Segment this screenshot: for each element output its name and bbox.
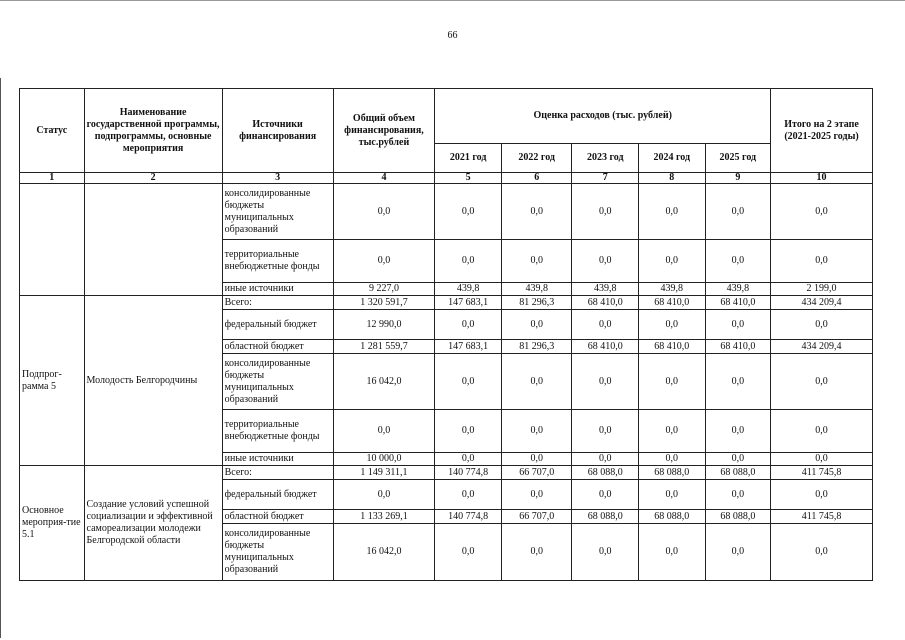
funding-source-cell: консолидированные бюджеты муниципальных образований [222,524,333,581]
year-value-cell: 0,0 [501,410,572,453]
program-name-cell [84,184,222,296]
year-value-cell: 0,0 [501,240,572,283]
year-value-cell: 0,0 [501,480,572,510]
stage-total-cell: 0,0 [771,524,873,581]
year-value-cell: 439,8 [501,283,572,296]
year-value-cell: 0,0 [435,240,502,283]
year-value-cell: 0,0 [705,453,771,466]
year-value-cell: 0,0 [572,240,639,283]
column-number: 2 [84,173,222,184]
stage-total-cell: 0,0 [771,480,873,510]
year-value-cell: 0,0 [639,453,706,466]
stage-total-cell: 434 209,4 [771,296,873,310]
table-row [20,466,873,480]
year-value-cell: 68 410,0 [639,340,706,354]
year-value-cell: 439,8 [435,283,502,296]
year-value-cell: 0,0 [572,480,639,510]
year-value-cell: 66 707,0 [501,510,572,524]
year-value-cell: 0,0 [572,453,639,466]
year-value-cell: 140 774,8 [435,466,502,480]
total-volume-cell: 16 042,0 [333,524,435,581]
header-program-name: Наименование государственной программы, подпрограммы, основные мероприятия [84,89,222,173]
total-volume-cell: 0,0 [333,410,435,453]
year-value-cell: 0,0 [639,240,706,283]
budget-table [19,88,873,581]
stage-total-cell: 0,0 [771,310,873,340]
year-value-cell: 0,0 [639,354,706,410]
header-row [20,89,873,144]
year-value-cell: 0,0 [572,410,639,453]
year-value-cell: 0,0 [435,524,502,581]
funding-source-cell: федеральный бюджет [222,480,333,510]
funding-source-cell: Всего: [222,296,333,310]
funding-source-cell: территориальные внебюджетные фонды [222,240,333,283]
status-cell: Основное мероприя-тие 5.1 [20,466,85,581]
year-value-cell: 66 707,0 [501,466,572,480]
status-cell: Подпрог-рамма 5 [20,296,85,466]
column-number: 3 [222,173,333,184]
header-total-volume: Общий объем финансирования, тыс.рублей [333,89,435,173]
stage-total-cell: 0,0 [771,453,873,466]
table-body [20,184,873,581]
stage-total-cell: 411 745,8 [771,466,873,480]
header-sources: Источники финансирования [222,89,333,173]
stage-total-cell: 411 745,8 [771,510,873,524]
year-value-cell: 0,0 [435,453,502,466]
funding-source-cell: областной бюджет [222,340,333,354]
year-value-cell: 68 088,0 [705,510,771,524]
year-value-cell: 81 296,3 [501,296,572,310]
year-value-cell: 68 088,0 [705,466,771,480]
stage-total-cell: 0,0 [771,184,873,240]
program-name-cell: Создание условий успешной социализации и эффективной самореализации молодежи Белгородской области [84,466,222,581]
header-year: 2025 год [705,144,771,173]
total-volume-cell: 1 133 269,1 [333,510,435,524]
year-value-cell: 0,0 [705,524,771,581]
stage-total-cell: 0,0 [771,354,873,410]
year-value-cell: 0,0 [705,310,771,340]
year-value-cell: 147 683,1 [435,296,502,310]
total-volume-cell: 10 000,0 [333,453,435,466]
stage-total-cell: 434 209,4 [771,340,873,354]
year-value-cell: 68 410,0 [572,296,639,310]
left-edge-line [0,78,1,638]
stage-total-cell: 0,0 [771,240,873,283]
year-value-cell: 0,0 [435,184,502,240]
year-value-cell: 0,0 [639,480,706,510]
year-value-cell: 68 088,0 [572,466,639,480]
year-value-cell: 81 296,3 [501,340,572,354]
total-volume-cell: 0,0 [333,480,435,510]
total-volume-cell: 9 227,0 [333,283,435,296]
year-value-cell: 0,0 [501,524,572,581]
column-number: 8 [639,173,706,184]
funding-source-cell: федеральный бюджет [222,310,333,340]
year-value-cell: 0,0 [501,354,572,410]
total-volume-cell: 16 042,0 [333,354,435,410]
year-value-cell: 0,0 [501,184,572,240]
stage-total-cell: 0,0 [771,410,873,453]
year-value-cell: 68 088,0 [639,510,706,524]
column-number: 10 [771,173,873,184]
year-value-cell: 68 410,0 [572,340,639,354]
year-value-cell: 439,8 [572,283,639,296]
year-value-cell: 0,0 [501,453,572,466]
year-value-cell: 0,0 [705,410,771,453]
year-value-cell: 0,0 [572,184,639,240]
column-number: 7 [572,173,639,184]
total-volume-cell: 1 281 559,7 [333,340,435,354]
total-volume-cell: 1 149 311,1 [333,466,435,480]
funding-source-cell: иные источники [222,453,333,466]
header-year: 2021 год [435,144,502,173]
header-stage-total: Итого на 2 этапе (2021-2025 годы) [771,89,873,173]
year-value-cell: 68 410,0 [639,296,706,310]
year-value-cell: 0,0 [705,480,771,510]
stage-total-cell: 2 199,0 [771,283,873,296]
year-value-cell: 0,0 [639,410,706,453]
year-value-cell: 0,0 [435,480,502,510]
status-cell [20,184,85,296]
year-value-cell: 0,0 [572,354,639,410]
year-value-cell: 0,0 [572,524,639,581]
year-value-cell: 0,0 [501,310,572,340]
funding-source-cell: Всего: [222,466,333,480]
header-year: 2023 год [572,144,639,173]
funding-source-cell: иные источники [222,283,333,296]
total-volume-cell: 0,0 [333,240,435,283]
year-value-cell: 0,0 [572,310,639,340]
table-row [20,296,873,310]
column-number: 1 [20,173,85,184]
column-number: 5 [435,173,502,184]
column-number: 6 [501,173,572,184]
header-estimate-group: Оценка расходов (тыс. рублей) [435,89,771,144]
year-value-cell: 0,0 [705,354,771,410]
total-volume-cell: 1 320 591,7 [333,296,435,310]
top-edge-line [0,0,905,1]
program-name-cell: Молодость Белгородчины [84,296,222,466]
year-value-cell: 0,0 [639,524,706,581]
year-value-cell: 68 410,0 [705,340,771,354]
column-number: 9 [705,173,771,184]
year-value-cell: 0,0 [639,184,706,240]
year-value-cell: 0,0 [435,310,502,340]
table-row [20,184,873,240]
funding-source-cell: консолидированные бюджеты муниципальных образований [222,184,333,240]
year-value-cell: 0,0 [705,184,771,240]
column-numbers-row [20,173,873,184]
year-value-cell: 68 088,0 [572,510,639,524]
funding-source-cell: территориальные внебюджетные фонды [222,410,333,453]
page-number: 66 [447,30,458,41]
year-value-cell: 439,8 [639,283,706,296]
funding-source-cell: консолидированные бюджеты муниципальных образований [222,354,333,410]
year-value-cell: 68 410,0 [705,296,771,310]
header-year: 2024 год [639,144,706,173]
header-year: 2022 год [501,144,572,173]
total-volume-cell: 0,0 [333,184,435,240]
year-value-cell: 0,0 [435,354,502,410]
year-value-cell: 439,8 [705,283,771,296]
year-value-cell: 140 774,8 [435,510,502,524]
year-value-cell: 147 683,1 [435,340,502,354]
year-value-cell: 68 088,0 [639,466,706,480]
year-value-cell: 0,0 [639,310,706,340]
total-volume-cell: 12 990,0 [333,310,435,340]
header-status: Статус [20,89,85,173]
column-number: 4 [333,173,435,184]
year-value-cell: 0,0 [435,410,502,453]
funding-source-cell: областной бюджет [222,510,333,524]
year-value-cell: 0,0 [705,240,771,283]
